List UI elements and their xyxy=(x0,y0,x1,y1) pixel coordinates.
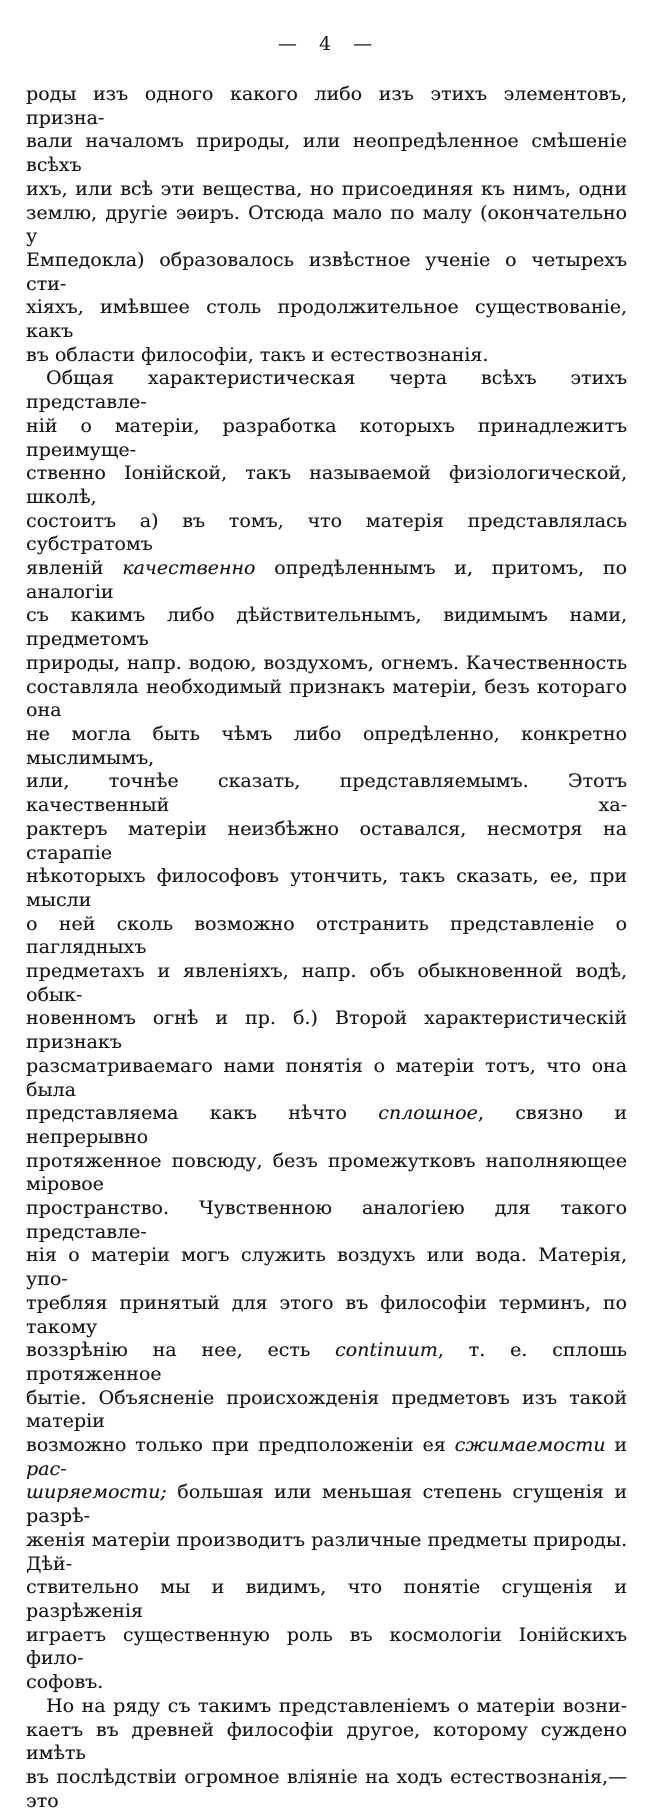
text-line: роды изъ одного какого либо изъ этихъ элементовъ, призна- xyxy=(26,83,627,129)
text-line: каетъ въ древней философіи другое, которому суждено имѣть xyxy=(26,1718,627,1765)
text-line: рактеръ матеріи неизбѣжно оставался, несмотря на старапіе xyxy=(26,817,627,864)
text-line: требляя принятый для этого въ философіи терминъ, по такому xyxy=(26,1291,627,1338)
text-line: новенномъ огнѣ и пр. б.) Второй характеристическій признакъ xyxy=(26,1007,627,1054)
text-line: хіяхъ, имѣвшее столь продолжительное существованіе, какъ xyxy=(26,296,627,343)
text-line: состоитъ а) въ томъ, что матерія представлялась субстратомъ xyxy=(26,509,627,556)
italic-text: сжимаемости xyxy=(454,1434,606,1457)
text-line: нѣкоторыхъ философовъ утончить, такъ сказать, ее, при мысли xyxy=(26,865,627,911)
page-number: — 4 — xyxy=(277,33,373,55)
text-line: играетъ существенную роль въ космологіи Іонійскихъ фило- xyxy=(26,1623,627,1670)
text-line: софовъ. xyxy=(26,1671,104,1694)
text-line: природы, напр. водою, воздухомъ, огнемъ. Качественность xyxy=(26,651,627,674)
text-line: возможно только при предположеніи ея сжимаемости и рас- xyxy=(26,1434,628,1480)
italic-text: сплошное xyxy=(378,1102,478,1125)
text-line: ихъ, или всѣ эти вещества, но присоединяя къ нимъ, одни xyxy=(26,177,627,200)
italic-text: рас- xyxy=(26,1457,67,1480)
text-line: пространство. Чувственною аналогіею для такого представле- xyxy=(26,1197,627,1243)
text-line: явленій качественно опредѣленнымъ и, притомъ, по аналогіи xyxy=(26,557,627,603)
text-line: Общая характеристическая черта всѣхъ этихъ представле- xyxy=(26,367,627,414)
text-line: ширяемости; большая или меньшая степень сгущенія и разрѣ- xyxy=(26,1481,627,1528)
text-line: разсматриваемаго нами понятія о матеріи тотъ, что она была xyxy=(26,1054,627,1101)
text-line: Емпедокла) образовалось извѣстное ученіе о четырехъ сти- xyxy=(26,248,627,295)
text-line: воззрѣнію на нее, есть continuum, т. е. сплошь протяженное xyxy=(26,1339,627,1385)
text-line: ній о матеріи, разработка которыхъ принадлежитъ преимуще- xyxy=(26,414,627,461)
text-line: въ области философіи, такъ и естествознанія. xyxy=(26,343,489,366)
text-line: протяженное повсюду, безъ промежутковъ наполняющее міровое xyxy=(26,1149,627,1196)
text-line: вали началомъ природы, или неопредѣленное смѣшеніе всѣхъ xyxy=(26,130,627,177)
page-text xyxy=(26,83,627,1813)
text-line: предметахъ и явленіяхъ, напр. объ обыкновенной водѣ, обык- xyxy=(26,960,627,1006)
italic-text: ширяемости; xyxy=(26,1481,167,1504)
text-line: составляла необходимый признакъ матеріи, безъ котораго она xyxy=(26,675,627,722)
page-header xyxy=(0,33,650,55)
text-line: нія о матеріи могъ служить воздухъ или вода. Матерія, упо- xyxy=(26,1244,627,1291)
italic-text: качественно xyxy=(122,557,256,580)
text-line: ственно Іонійской, такъ называемой физіологической, школѣ, xyxy=(26,462,627,508)
text-line: съ какимъ либо дѣйствительнымъ, видимымъ нами, предметомъ xyxy=(26,604,627,651)
italic-text: continuum xyxy=(335,1339,438,1362)
text-line: бытіе. Объясненіе происхожденія предметовъ изъ такой матеріи xyxy=(26,1386,627,1433)
text-line: ствительно мы и видимъ, что понятіе сгущенія и разрѣженія xyxy=(26,1576,627,1622)
text-line: не могла быть чѣмъ либо опредѣленно, конкретно мыслимымъ, xyxy=(26,722,627,769)
text-line: или, точнѣе сказать, представляемымъ. Этотъ качественный ха- xyxy=(26,770,627,817)
text-line: женія матеріи производитъ различные предметы природы. Дѣй- xyxy=(26,1528,627,1575)
text-line: землю, другіе эѳиръ. Отсюда мало по малу (окончательно у xyxy=(26,201,627,248)
text-line: въ послѣдствіи огромное вліяніе на ходъ естествознанія,—это xyxy=(26,1765,627,1812)
text-line: о ней сколь возможно отстранить представленіе о паглядныхъ xyxy=(26,912,627,959)
text-line: Но на ряду съ такимъ представленіемъ о матеріи возни- xyxy=(46,1694,627,1717)
text-line: представляема какъ нѣчто сплошное, связно и непрерывно xyxy=(26,1102,627,1148)
